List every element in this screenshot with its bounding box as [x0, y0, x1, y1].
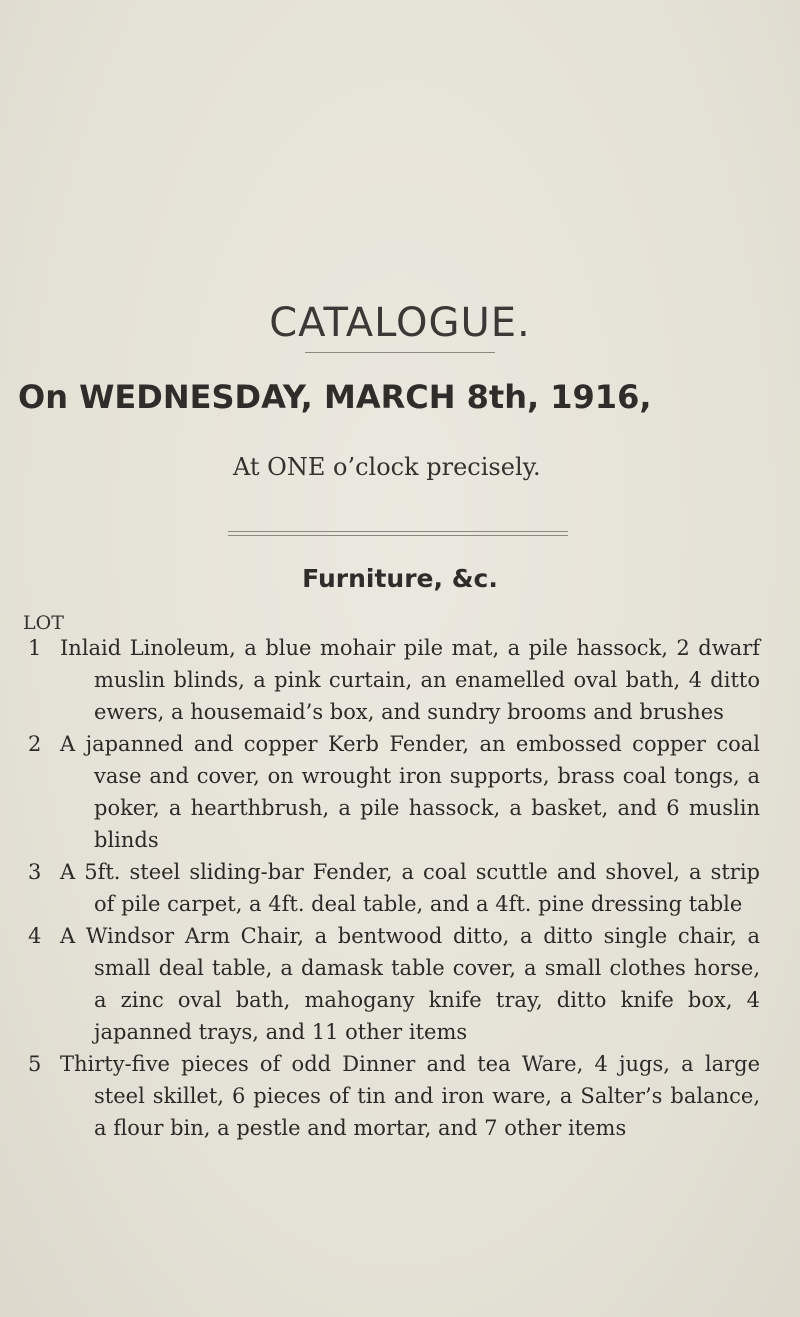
lot-description: A japanned and copper Kerb Fender, an embossed copper coal vase and cover, on wrought iron supports, brass coal tongs, a poker, a hearthbrush, a pile hassock, a basket, and 6 muslin blinds: [60, 732, 760, 852]
title-rule: [305, 352, 495, 353]
lot-description: A 5ft. steel sliding-bar Fender, a coal scuttle and shovel, a strip of pile carpet, a 4ft. deal table, and a 4ft. pine dressing table: [60, 860, 760, 916]
lot-item: [0, 728, 800, 856]
lot-number: 2: [28, 732, 42, 756]
lot-number: 5: [28, 1052, 42, 1076]
lot-number: 3: [28, 860, 42, 884]
lot-item: [0, 920, 800, 1048]
lot-number: 4: [28, 924, 42, 948]
header-double-rule: [228, 531, 568, 536]
lot-description: Thirty-five pieces of odd Dinner and tea Ware, 4 jugs, a large steel skillet, 6 pieces of tin and iron ware, a Salter’s balance, a flour bin, a pestle and mortar, and 7 other items: [60, 1052, 760, 1140]
lot-description: A Windsor Arm Chair, a bentwood ditto, a ditto single chair, a small deal table, a damask table cover, a small clothes horse, a zinc oval bath, mahogany knife tray, ditto knife box, 4 japanned trays, and 11 other items: [60, 924, 760, 1044]
lot-list: [0, 632, 800, 1144]
lot-column-header: LOT: [23, 612, 64, 634]
lot-item: [0, 856, 800, 920]
sale-time: At ONE o’clock precisely.: [233, 453, 541, 481]
lot-number: 1: [28, 636, 42, 660]
catalogue-title: CATALOGUE.: [269, 300, 531, 346]
lot-item: [0, 632, 800, 728]
lot-item: [0, 1048, 800, 1144]
sale-date: On WEDNESDAY, MARCH 8th, 1916,: [18, 378, 652, 416]
section-heading: Furniture, &c.: [302, 564, 498, 593]
lot-description: Inlaid Linoleum, a blue mohair pile mat, a pile hassock, 2 dwarf muslin blinds, a pink curtain, an enamelled oval bath, 4 ditto ewers, a housemaid’s box, and sundry brooms and brushes: [60, 636, 760, 724]
